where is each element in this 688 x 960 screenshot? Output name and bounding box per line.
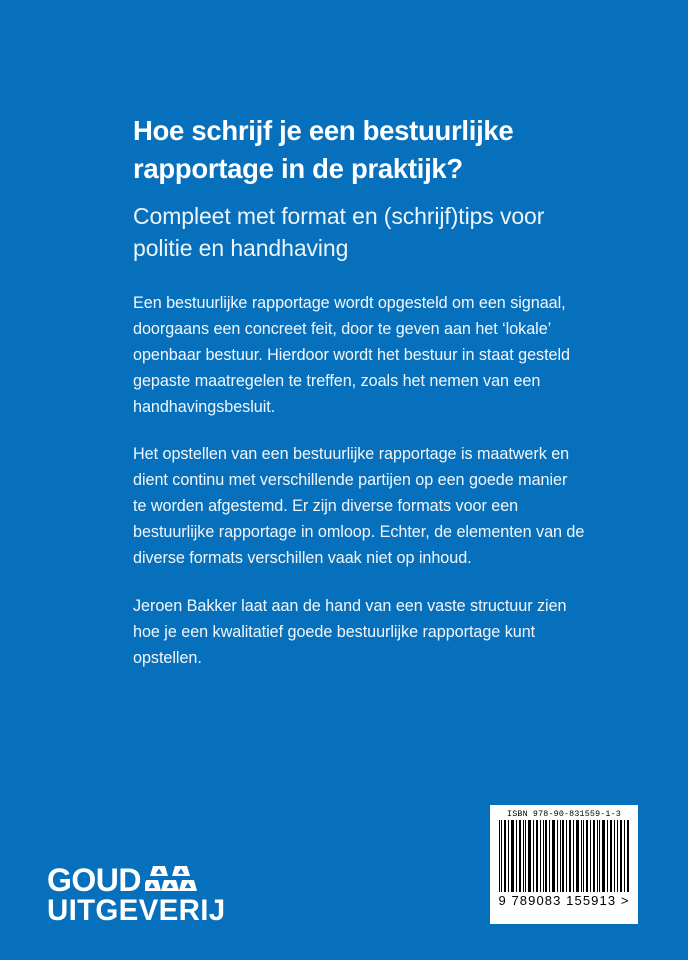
isbn-barcode <box>490 805 638 924</box>
barcode-bars-icon <box>498 820 630 892</box>
page-title: Hoe schrijf je een bestuurlijke rapportage in de praktijk? <box>133 115 514 184</box>
blurb-paragraph-2: Het opstellen van een bestuurlijke rapportage is maatwerk en dient continu met verschillende partijen op een goede manier te worden afgestemd. Er zijn diverse formats voor een bestuurlijke rapportage in omloop. Echter, de elementen van de diverse formats verschillen vaak niet op inhoud. <box>133 445 585 568</box>
publisher-tagline: UITGEVERIJ <box>47 894 226 928</box>
gold-bars-icon <box>145 864 197 894</box>
isbn-digits: 9 789083 155913 > <box>498 893 630 908</box>
publisher-name: GOUD <box>47 861 141 898</box>
page-subtitle: Compleet met format en (schrijf)tips voor politie en handhaving <box>133 203 545 262</box>
publisher-logo-row <box>47 861 222 898</box>
isbn-label: ISBN 978-90-831559-1-3 <box>507 810 621 819</box>
blurb-paragraph-3: Jeroen Bakker laat aan de hand van een vaste structuur zien hoe je een kwalitatief goede bestuurlijke rapportage kunt opstellen. <box>133 597 567 667</box>
cover-text-block <box>133 112 585 672</box>
publisher-logo <box>47 861 226 928</box>
blurb-paragraph-1: Een bestuurlijke rapportage wordt opgesteld om een signaal, doorgaans een concreet feit, door te geven aan het ‘lokale’ openbaar bestuur. Hierdoor wordt het bestuur in staat gesteld gepaste maatregelen te treffen, zoals het nemen van een handhavingsbesluit. <box>133 293 570 416</box>
